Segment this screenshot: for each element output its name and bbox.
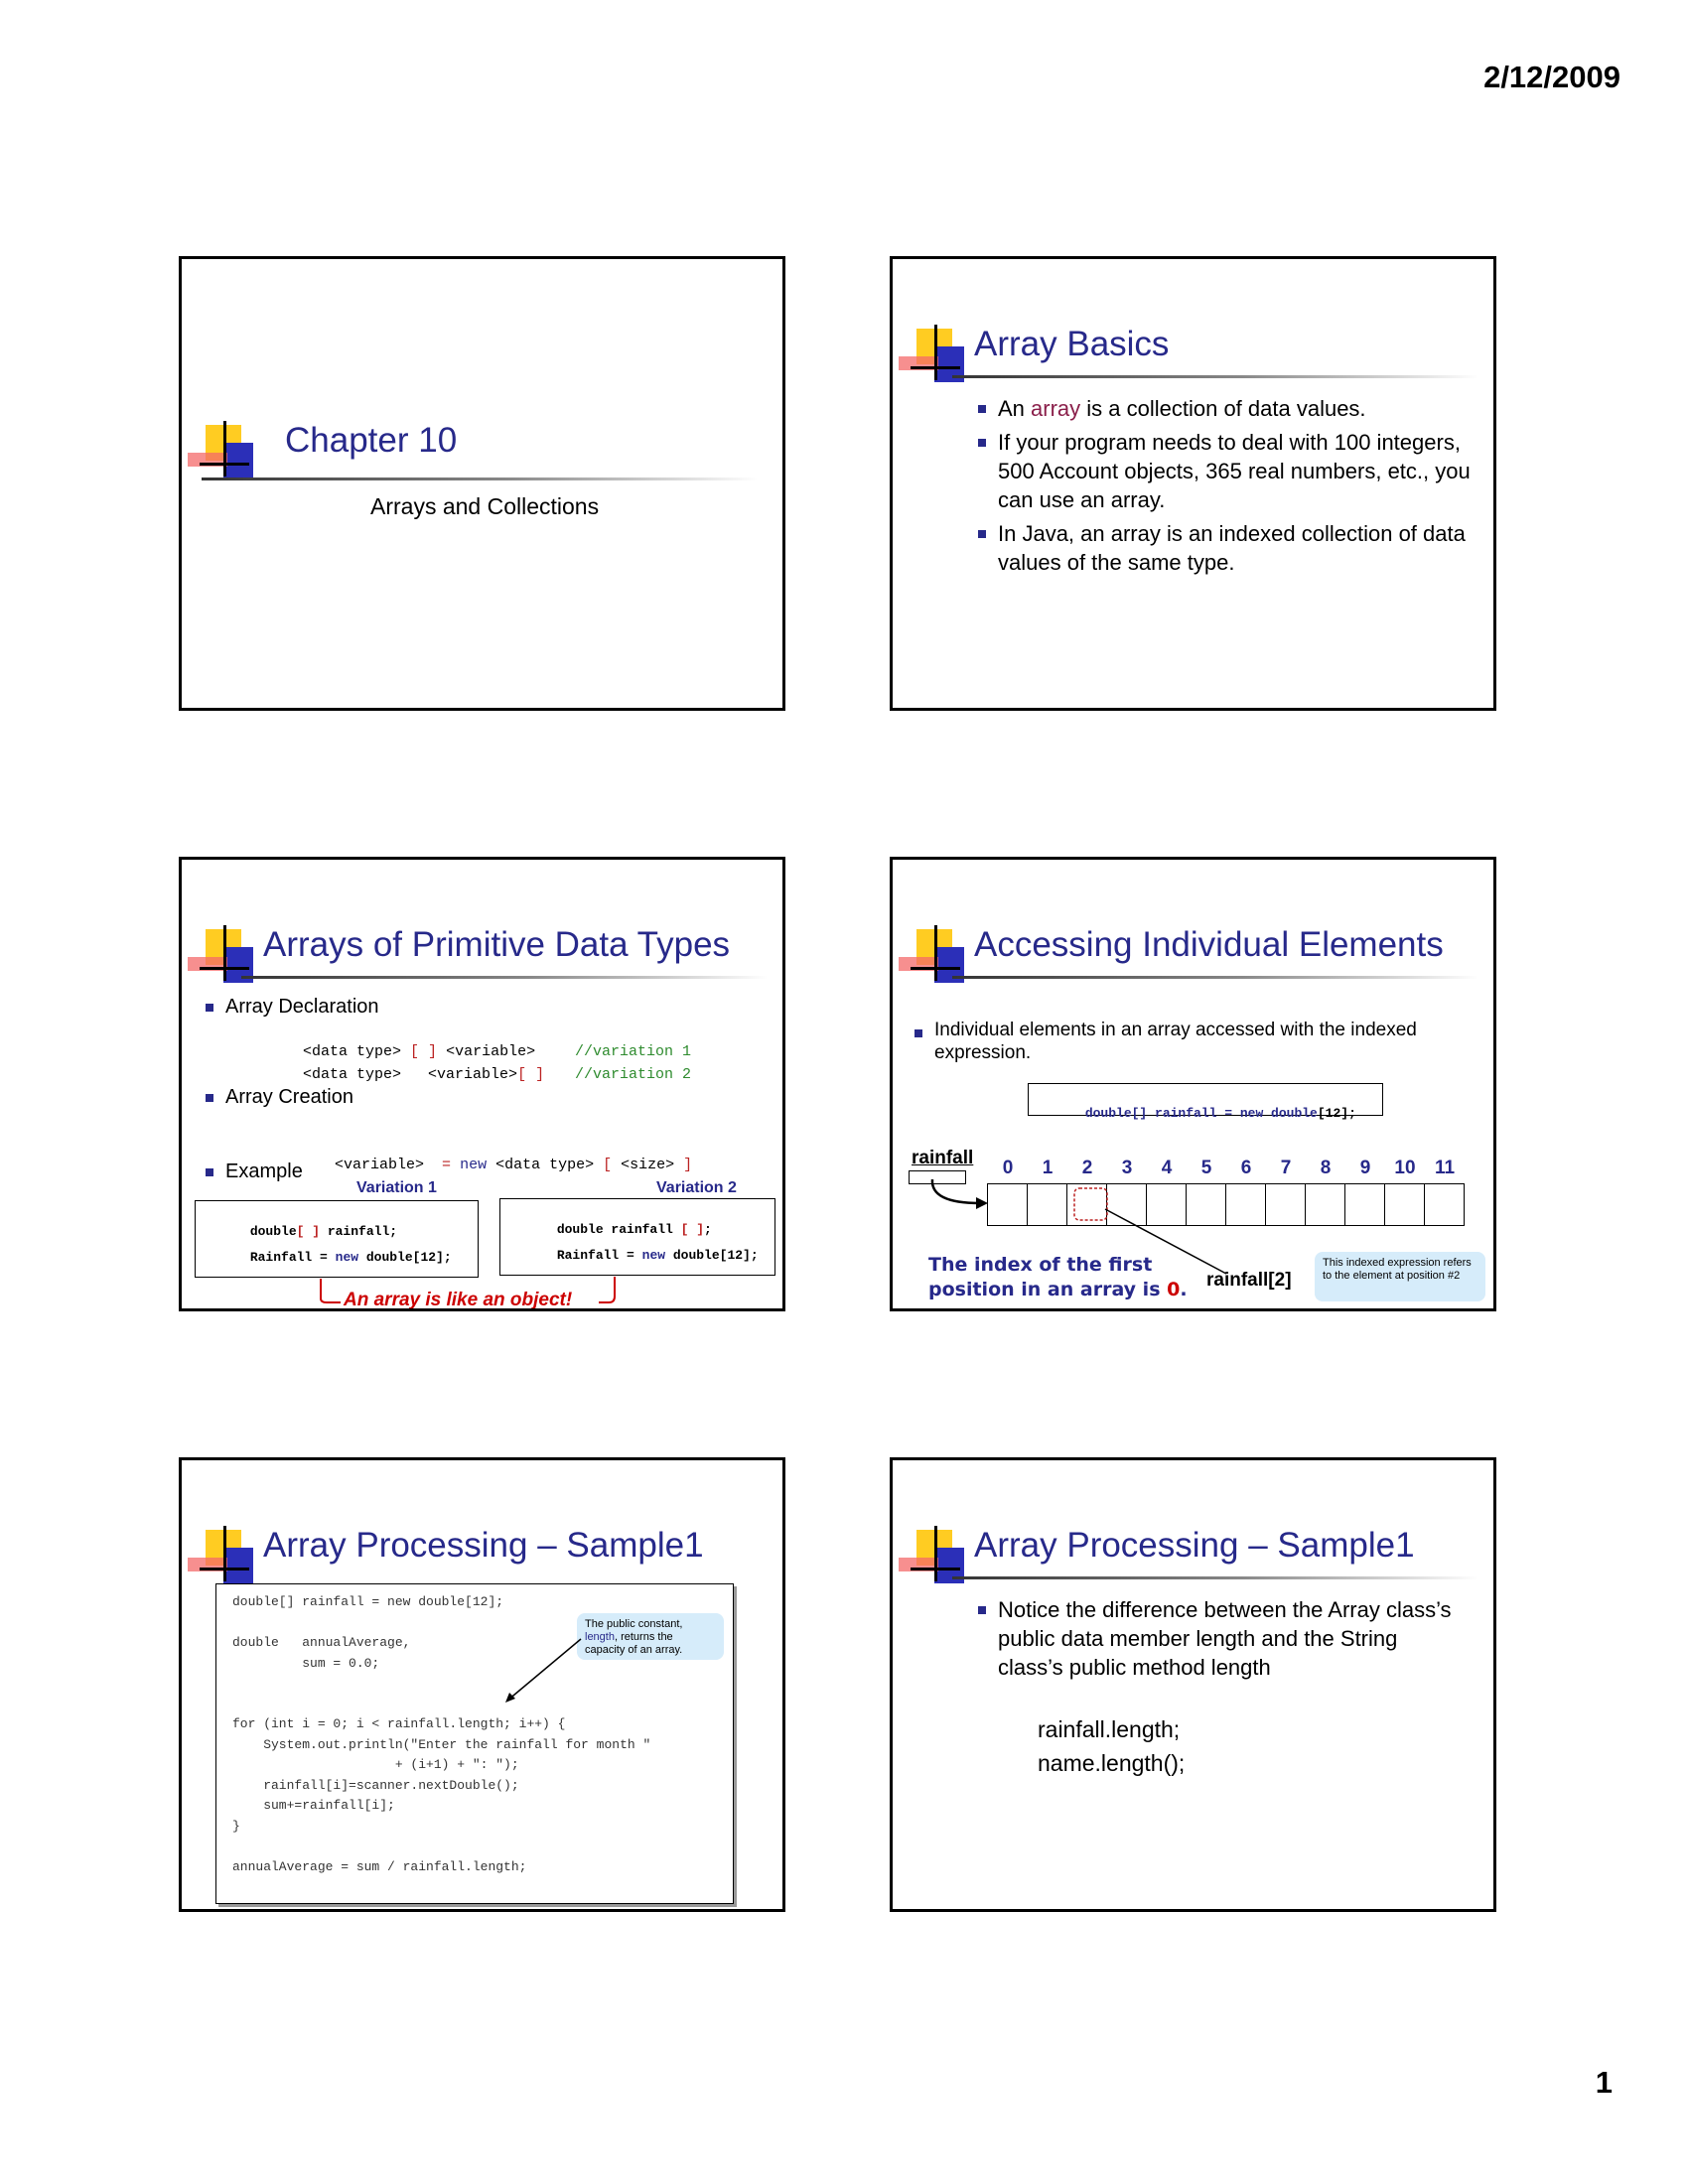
variation-2-label: Variation 2 bbox=[656, 1179, 737, 1196]
slide-title: Array Processing – Sample1 bbox=[263, 1526, 704, 1565]
index-label: 5 bbox=[1200, 1158, 1212, 1178]
slide-accessing-elements bbox=[890, 857, 1496, 1311]
index-label: 1 bbox=[1042, 1158, 1054, 1178]
slide-logo-icon bbox=[899, 325, 968, 394]
creation-line: <variable> = new <data type> [ <size> ] bbox=[335, 1157, 693, 1173]
index-label: 3 bbox=[1121, 1158, 1133, 1178]
code-line: sum = 0.0; bbox=[232, 1655, 380, 1671]
page-date: 2/12/2009 bbox=[1483, 60, 1620, 94]
note-arrow bbox=[182, 1460, 785, 1912]
code-line: System.out.println("Enter the rainfall for month " bbox=[232, 1736, 651, 1752]
code-example-line-1: rainfall.length; bbox=[1038, 1716, 1181, 1742]
bullet-item: Notice the difference between the Array class’s public data member length and the String class’s public method length bbox=[978, 1595, 1455, 1682]
slide-title: Array Basics bbox=[974, 325, 1170, 363]
slide-array-processing-code bbox=[179, 1457, 785, 1912]
slide-title: Accessing Individual Elements bbox=[974, 925, 1444, 964]
title-underline bbox=[952, 375, 1478, 378]
declaration-line-1: <data type> [ ] <variable> //variation 1 bbox=[303, 1043, 692, 1060]
pointer-arrows bbox=[893, 860, 1496, 1311]
bullet-item: In Java, an array is an indexed collection of data values of the same type. bbox=[978, 519, 1475, 577]
index-caption: The index of the first position in an array is 0. bbox=[928, 1254, 1188, 1300]
index-label: 0 bbox=[1002, 1158, 1014, 1178]
slide-arrays-primitive bbox=[179, 857, 785, 1311]
code-example-line-2: name.length(); bbox=[1038, 1750, 1186, 1776]
bullet-item: An array is a collection of data values. bbox=[978, 394, 1475, 423]
variation-1-code-box: double[ ] rainfall; Rainfall = new double[12]; bbox=[195, 1200, 479, 1278]
bullet-item: Array Creation bbox=[206, 1083, 762, 1112]
index-label: 8 bbox=[1320, 1158, 1332, 1178]
variation-2-code-box: double rainfall [ ]; Rainfall = new double[12]; bbox=[499, 1198, 775, 1276]
bullet-list bbox=[978, 1595, 1455, 1687]
slide-array-basics bbox=[890, 256, 1496, 711]
title-underline bbox=[202, 478, 758, 480]
slide-array-processing-notes bbox=[890, 1457, 1496, 1912]
index-label: 7 bbox=[1280, 1158, 1292, 1178]
bullet-item: If your program needs to deal with 100 integers, 500 Account objects, 365 real numbers, etc., you can use an array. bbox=[978, 428, 1475, 514]
indexed-expression-label: rainfall[2] bbox=[1206, 1270, 1292, 1291]
length-constant-note: The public constant, length, returns the capacity of an array. bbox=[577, 1613, 724, 1660]
callout-text: An array is like an object! bbox=[344, 1290, 573, 1310]
slide-title: Array Processing – Sample1 bbox=[974, 1526, 1415, 1565]
index-label: 9 bbox=[1359, 1158, 1371, 1178]
index-label: 4 bbox=[1161, 1158, 1173, 1178]
indexed-expression-note: This indexed expression refers to the element at position #2 bbox=[1315, 1252, 1485, 1301]
slide-title: Arrays of Primitive Data Types bbox=[263, 925, 731, 964]
slide-subtitle: Arrays and Collections bbox=[370, 493, 600, 519]
declaration-line-2: <data type> <variable>[ ] //variation 2 bbox=[303, 1066, 692, 1083]
bullet-item: Array Declaration bbox=[206, 993, 762, 1022]
code-line: rainfall[i]=scanner.nextDouble(); bbox=[232, 1777, 519, 1793]
index-label: 2 bbox=[1081, 1158, 1093, 1178]
slide-logo-icon bbox=[899, 1526, 968, 1595]
rainfall-declaration-box: double[] rainfall = new double[12]; bbox=[1028, 1083, 1383, 1116]
bullet-item: Individual elements in an array accessed with the indexed expression. bbox=[914, 1019, 1480, 1064]
bullet-list bbox=[978, 394, 1475, 582]
title-underline bbox=[952, 1576, 1478, 1579]
code-line: } bbox=[232, 1818, 240, 1834]
variable-label: rainfall bbox=[912, 1148, 974, 1168]
slide-chapter-title bbox=[179, 256, 785, 711]
index-label: 6 bbox=[1240, 1158, 1252, 1178]
index-label: 11 bbox=[1434, 1158, 1456, 1178]
code-line: sum+=rainfall[i]; bbox=[232, 1798, 395, 1813]
variation-1-label: Variation 1 bbox=[356, 1179, 437, 1196]
index-label: 10 bbox=[1394, 1158, 1416, 1178]
page-number: 1 bbox=[1595, 2065, 1613, 2100]
code-line: double[] rainfall = new double[12]; bbox=[232, 1594, 504, 1609]
callout-bracket bbox=[182, 860, 785, 1311]
code-line: + (i+1) + ": "); bbox=[232, 1757, 519, 1772]
slide-title: Chapter 10 bbox=[285, 421, 458, 460]
code-line: annualAverage = sum / rainfall.length; bbox=[232, 1858, 527, 1874]
code-line: double annualAverage, bbox=[232, 1635, 411, 1650]
bullet-item: Example bbox=[206, 1158, 762, 1186]
code-line: for (int i = 0; i < rainfall.length; i++) { bbox=[232, 1716, 566, 1731]
